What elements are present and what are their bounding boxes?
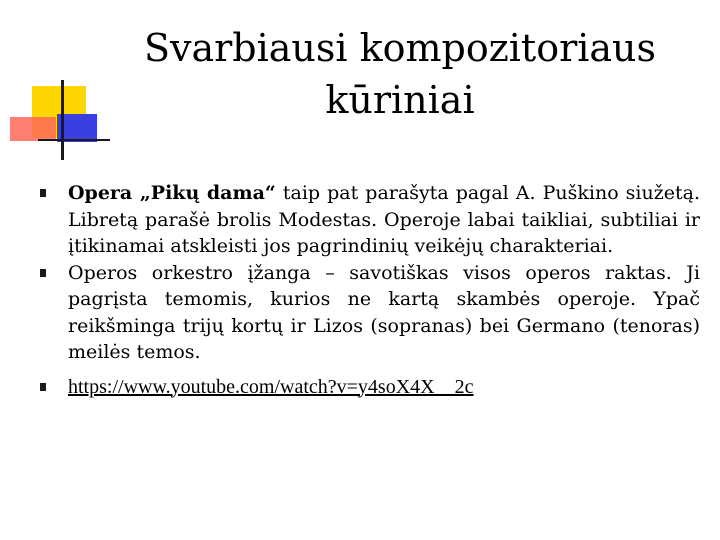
slide-title-line-2: kūriniai — [325, 78, 475, 122]
slide-title — [120, 22, 680, 126]
bullet-opera-title: Opera „Pikų dama“ — [68, 182, 276, 204]
decorative-logo — [0, 0, 110, 170]
logo-horizontal-line — [38, 139, 110, 141]
bullet-square-icon — [40, 189, 46, 197]
bullet-item-opera — [40, 180, 700, 260]
bullet-item-overture — [40, 260, 700, 366]
logo-red-square — [10, 117, 56, 141]
bullet-opera-text: taip pat parašyta pagal A. Puškino siužetą. Libretą parašė brolis Modestas. Operoje labai taikliai, subtiliai ir įtikinamai atskleisti jos pagrindinių veikėjų charakteriai. — [68, 182, 700, 257]
logo-vertical-line — [61, 80, 64, 160]
youtube-link[interactable]: https://www.youtube.com/watch?v=y4soX4X__2c — [68, 375, 474, 398]
bullet-list — [40, 180, 700, 400]
bullet-square-icon — [40, 383, 46, 391]
slide-title-line-1: Svarbiausi kompozitoriaus — [143, 26, 657, 70]
bullet-item-link — [40, 374, 700, 401]
bullet-overture-text: Operos orkestro įžanga – savotiškas visos operos raktas. Ji pagrįsta temomis, kurios ne kartą skambės operoje. Ypač reikšminga trijų kortų ir Lizos (sopranas) bei Germano (tenoras) meilės temos. — [68, 261, 700, 363]
bullet-square-icon — [40, 269, 46, 277]
